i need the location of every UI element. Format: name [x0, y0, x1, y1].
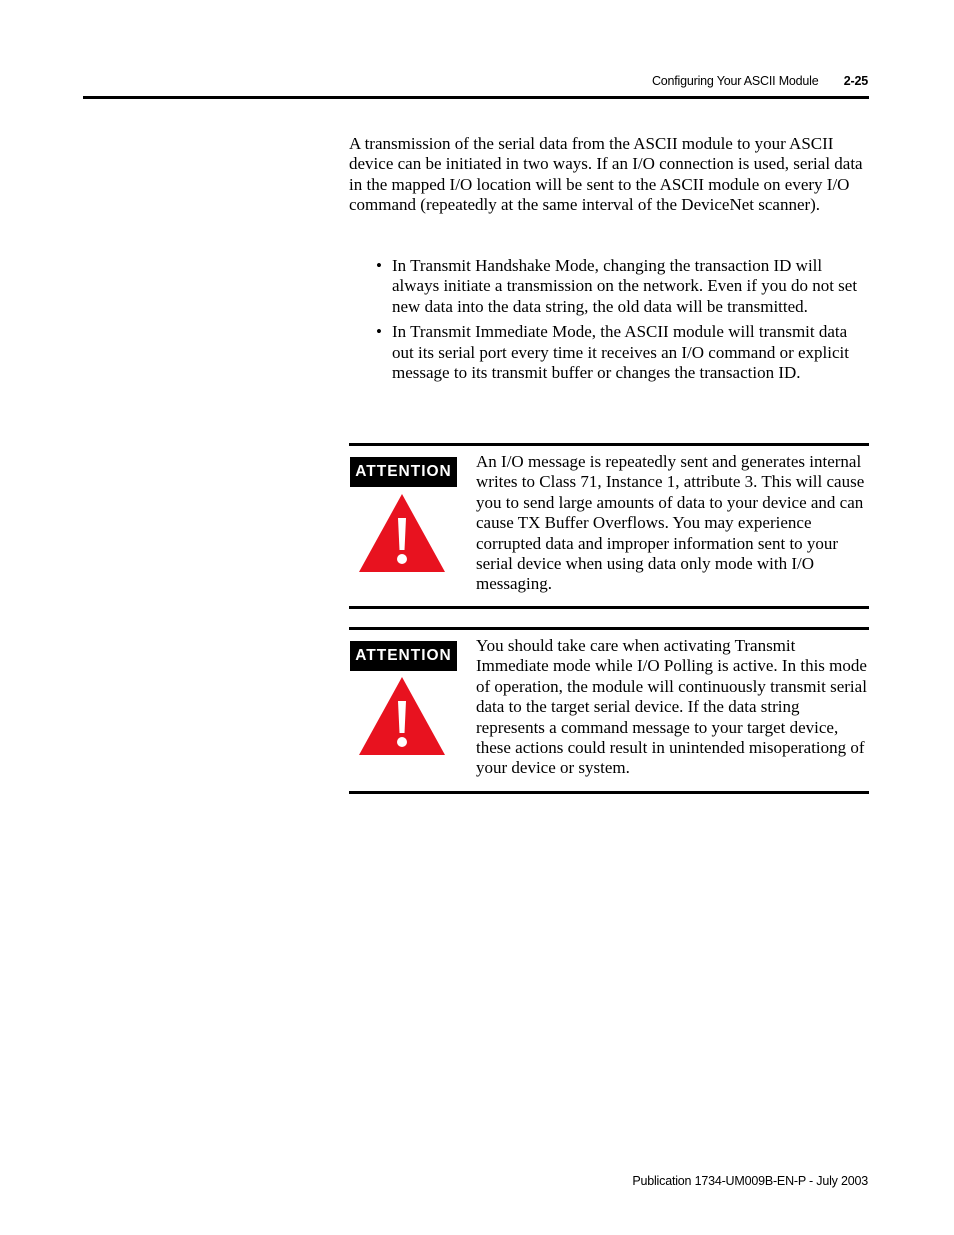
attention-top-rule: [349, 627, 869, 630]
attention-bottom-rule: [349, 606, 869, 609]
attention-top-rule: [349, 443, 869, 446]
publication-footer: Publication 1734-UM009B-EN-P - July 2003: [632, 1174, 868, 1188]
intro-paragraph: A transmission of the serial data from the ASCII module to your ASCII device can be initiated in two ways. If an I/O connection is used, serial data in the mapped I/O location will be sent to the ASCII module on every I/O command (repeatedly at the same interval of the DeviceNet scanner).: [349, 134, 863, 215]
page-number: 2-25: [843, 74, 868, 88]
header-rule: [83, 96, 869, 99]
list-item: [376, 256, 870, 317]
bullet-text: In Transmit Immediate Mode, the ASCII module will transmit data out its serial port every time it receives an I/O command or explicit message to its transmit buffer or changes the transaction ID.: [392, 322, 849, 383]
bullet-text: In Transmit Handshake Mode, changing the transaction ID will always initiate a transmission on the network. Even if you do not set new data into the data string, the old data will be transmitted.: [392, 256, 858, 316]
attention-label: ATTENTION: [350, 641, 457, 671]
section-title: Configuring Your ASCII Module: [651, 74, 819, 88]
attention-bottom-rule: [349, 791, 869, 794]
bullet-list: [376, 256, 870, 388]
attention-label: ATTENTION: [350, 457, 457, 487]
warning-triangle-icon: [357, 675, 447, 757]
attention-text: An I/O message is repeatedly sent and generates internal writes to Class 71, Instance 1, attribute 3. This will cause you to send large amounts of data to your device and can cause TX Buffer Overflows. You may experience corrupted data and improper information sent to your serial device when using data only mode with I/O messaging.: [476, 452, 865, 594]
list-item: [376, 322, 870, 383]
bullet-glyph: •: [376, 322, 382, 342]
warning-triangle-icon: [357, 492, 447, 574]
attention-text: You should take care when activating Transmit Immediate mode while I/O Polling is active. In this mode of operation, the module will continuously transmit serial data to the target serial device. If the data string represents a command message to your target device, these actions could result in unintended misoperationg of your device or system.: [476, 636, 867, 778]
page-header: [0, 74, 868, 88]
bullet-glyph: •: [376, 256, 382, 275]
